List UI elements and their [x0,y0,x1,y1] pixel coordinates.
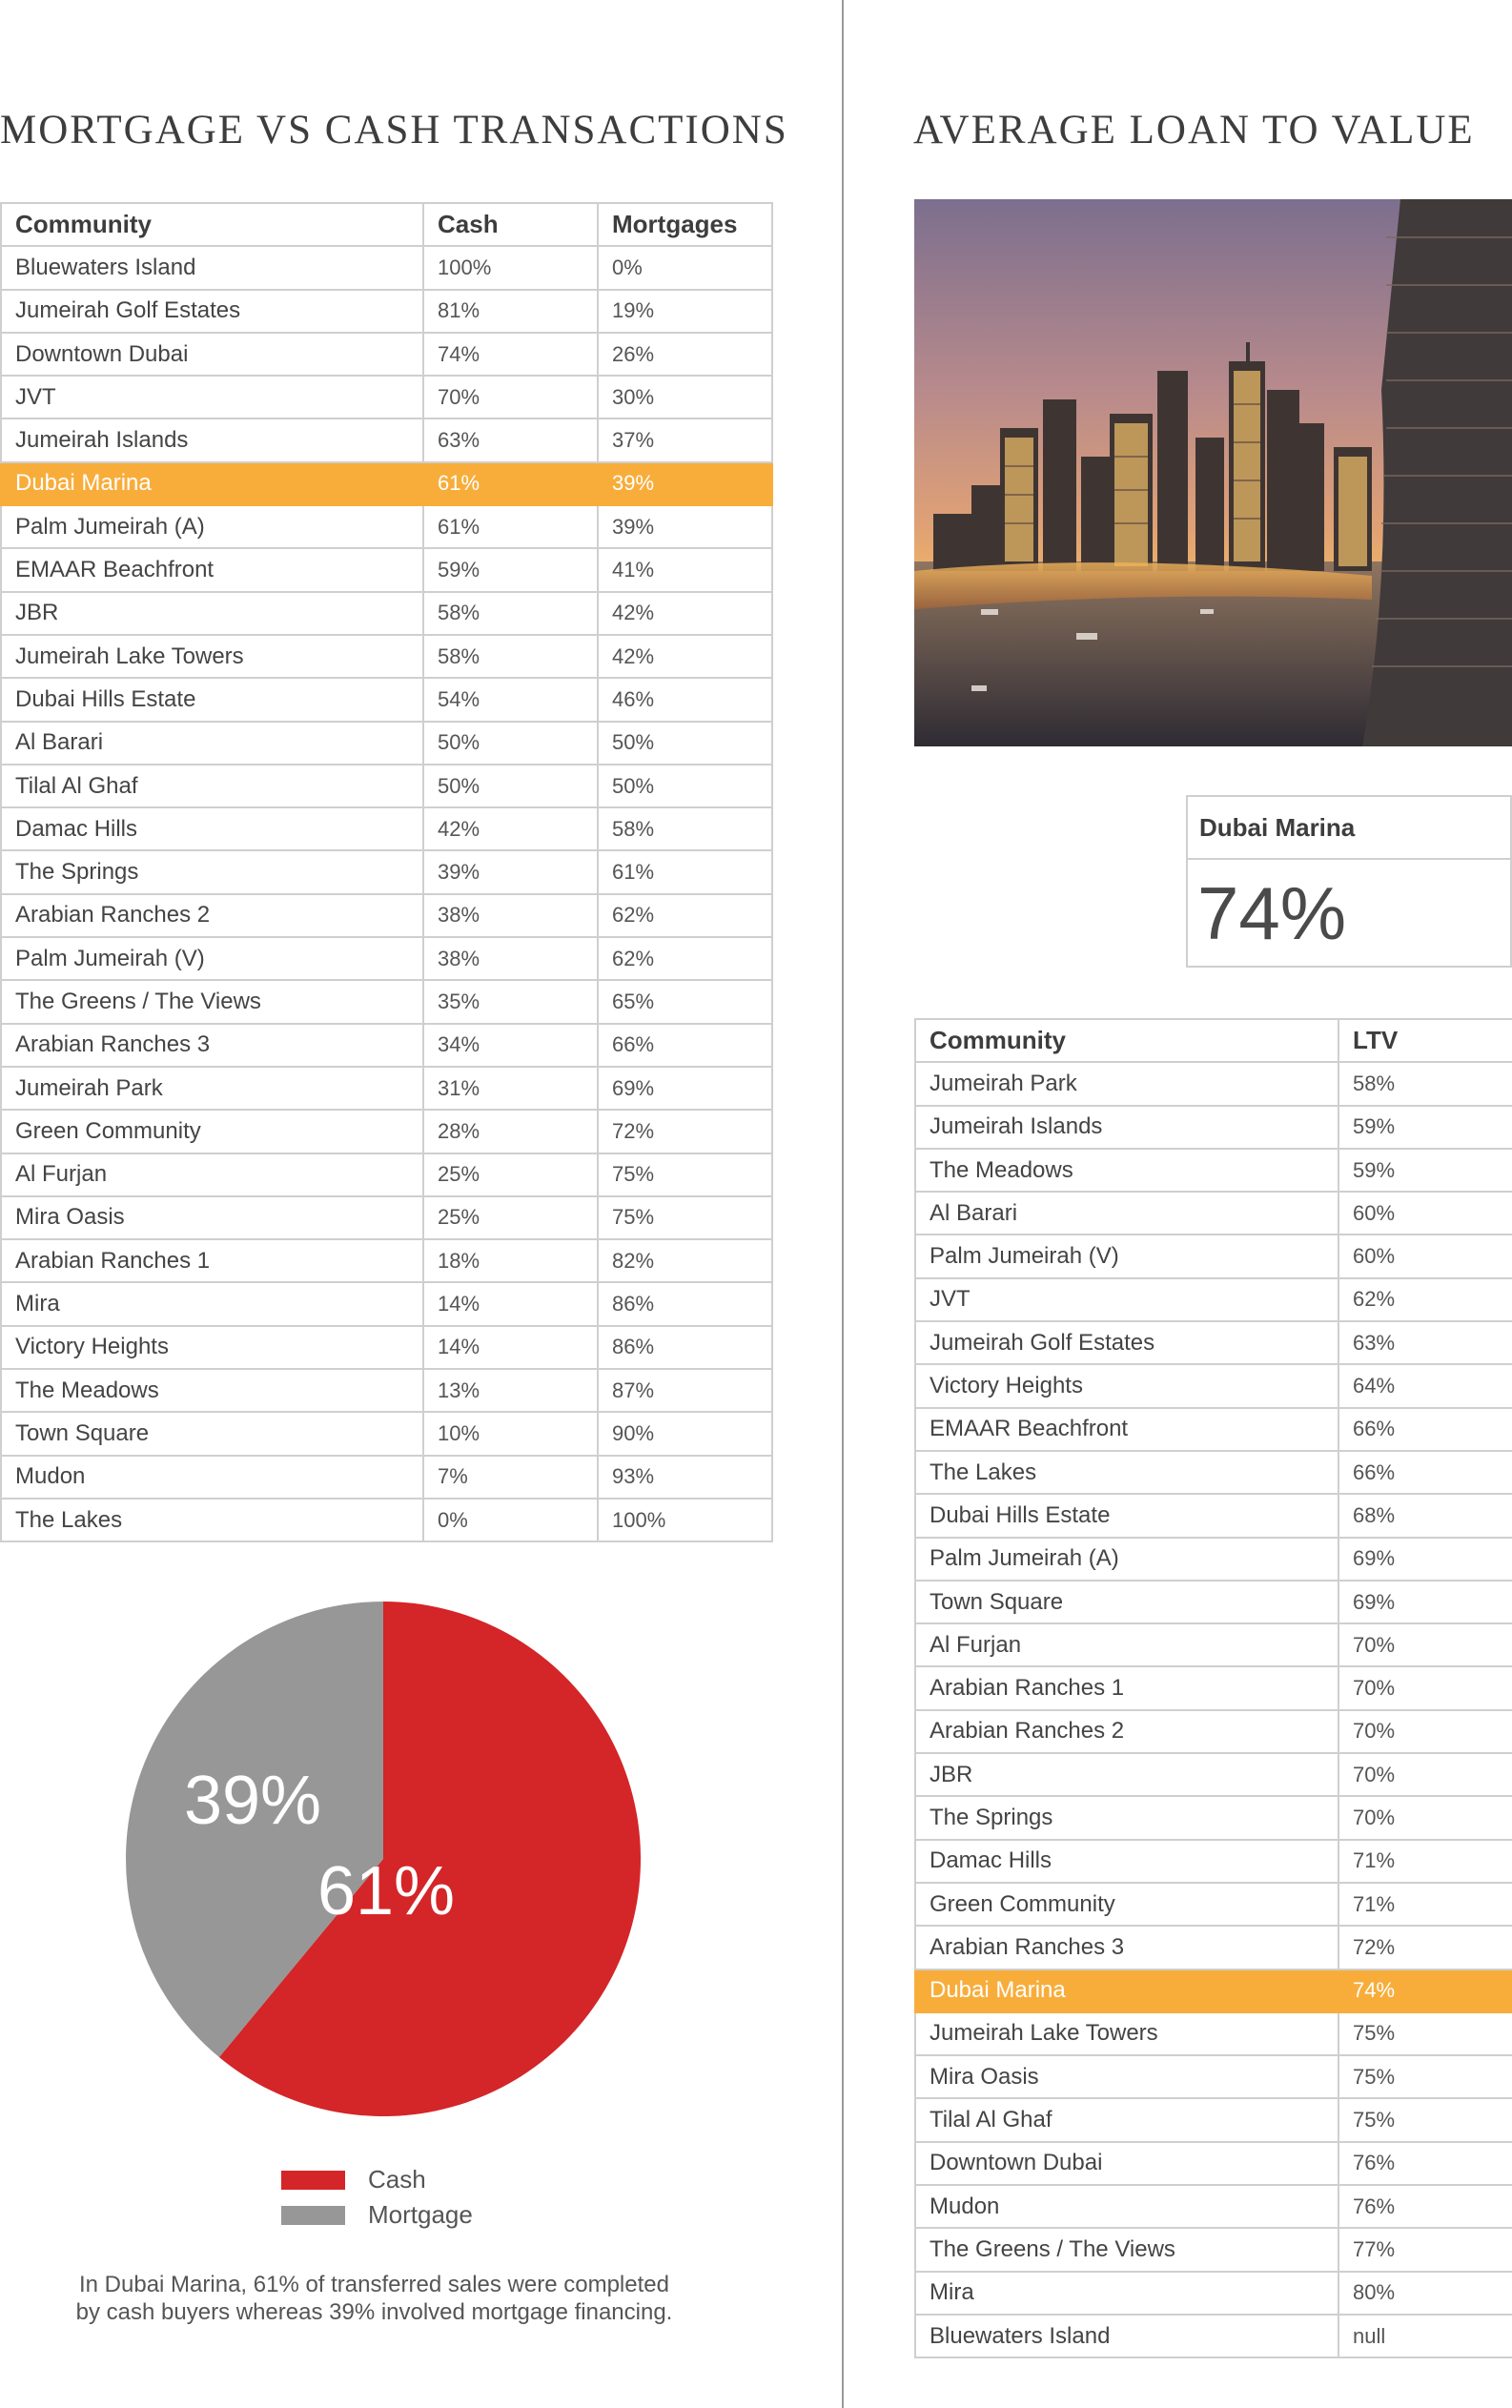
legend-label-cash: Cash [368,2165,426,2194]
table-row [1,894,772,937]
cell-cash: 18% [423,1239,598,1282]
table-row [1,807,772,850]
cell-community: Tilal Al Ghaf [1,765,423,807]
table-row [915,1796,1512,1839]
pie-legend [281,2162,473,2233]
cell-cash: 100% [423,246,598,289]
ltv-table [914,1018,1512,2358]
cell-community: Jumeirah Park [1,1067,423,1110]
cell-cash: 61% [423,505,598,548]
cell-community: Palm Jumeirah (A) [1,505,423,548]
cell-mortgages: 42% [598,592,772,635]
cell-ltv: 80% [1338,2272,1512,2315]
cell-community: Town Square [1,1412,423,1455]
cell-ltv: 59% [1338,1106,1512,1149]
table-row [915,1883,1512,1926]
header-ltv: LTV [1338,1019,1512,1062]
cell-community: Dubai Hills Estate [1,678,423,721]
cell-mortgages: 62% [598,894,772,937]
dubai-marina-ltv-box [1186,795,1512,968]
table-row [915,1666,1512,1709]
cell-ltv: 66% [1338,1408,1512,1451]
cell-community: Town Square [915,1581,1338,1623]
header-cash: Cash [423,203,598,246]
cell-community: Palm Jumeirah (V) [1,937,423,980]
table-row [1,592,772,635]
cell-ltv: 70% [1338,1666,1512,1709]
table-row [1,290,772,333]
cell-ltv: 74% [1338,1969,1512,2012]
legend-swatch-mortgage [281,2206,345,2225]
cell-ltv: 71% [1338,1840,1512,1883]
cell-cash: 35% [423,980,598,1023]
table-row [1,1282,772,1325]
cell-community: Dubai Marina [1,462,423,505]
table-row-highlighted [1,462,772,505]
cell-ltv: 75% [1338,2012,1512,2055]
cell-mortgages: 0% [598,246,772,289]
table-row [915,1538,1512,1581]
cell-mortgages: 50% [598,722,772,765]
cell-community: Downtown Dubai [915,2142,1338,2185]
cell-cash: 0% [423,1499,598,1541]
column-divider [842,0,844,2408]
cell-ltv: 58% [1338,1062,1512,1105]
cell-community: The Lakes [915,1451,1338,1494]
cell-cash: 81% [423,290,598,333]
table-row [1,850,772,893]
cell-community: Dubai Hills Estate [915,1494,1338,1537]
cell-ltv: 68% [1338,1494,1512,1537]
cell-cash: 14% [423,1282,598,1325]
legend-label-mortgage: Mortgage [368,2200,473,2229]
pie-label-cash: 61% [317,1853,456,1929]
table-row [1,937,772,980]
cell-cash: 28% [423,1110,598,1153]
cell-community: Bluewaters Island [915,2315,1338,2357]
cell-community: Green Community [915,1883,1338,1926]
table-row [915,1710,1512,1753]
cell-community: Mira Oasis [915,2055,1338,2098]
table-row [1,333,772,376]
cell-cash: 13% [423,1369,598,1412]
cell-community: Al Barari [1,722,423,765]
table-row [1,1326,772,1369]
table-row [1,1024,772,1067]
cell-community: The Springs [915,1796,1338,1839]
cell-community: Jumeirah Islands [1,418,423,461]
table-row [915,2012,1512,2055]
cell-cash: 74% [423,333,598,376]
cell-mortgages: 66% [598,1024,772,1067]
table-row [1,1196,772,1239]
table-row [915,2228,1512,2271]
legend-swatch-cash [281,2171,345,2190]
cell-mortgages: 30% [598,376,772,418]
table-row [1,418,772,461]
cell-ltv: 60% [1338,1192,1512,1235]
table-row [915,2272,1512,2315]
cell-community: Jumeirah Golf Estates [915,1321,1338,1364]
mortgage-cash-table [0,202,773,1542]
dubai-marina-skyline-photo [914,199,1512,746]
ltv-box-label: Dubai Marina [1188,797,1510,860]
header-mortgages: Mortgages [598,203,772,246]
cell-mortgages: 37% [598,418,772,461]
cell-ltv: 62% [1338,1278,1512,1321]
cell-community: Jumeirah Lake Towers [915,2012,1338,2055]
cell-mortgages: 61% [598,850,772,893]
table-row [1,765,772,807]
cell-ltv: 76% [1338,2142,1512,2185]
cell-community: Mira [915,2272,1338,2315]
cell-community: EMAAR Beachfront [1,548,423,591]
cell-community: Al Barari [915,1192,1338,1235]
table-header-row [1,203,772,246]
cell-mortgages: 75% [598,1196,772,1239]
cell-cash: 25% [423,1196,598,1239]
cell-community: Al Furjan [1,1153,423,1196]
cell-cash: 31% [423,1067,598,1110]
cell-cash: 50% [423,765,598,807]
cell-cash: 54% [423,678,598,721]
cell-community: The Meadows [915,1149,1338,1192]
cell-cash: 7% [423,1456,598,1499]
table-row [915,1926,1512,1969]
cell-cash: 63% [423,418,598,461]
cell-community: The Meadows [1,1369,423,1412]
cell-ltv: null [1338,2315,1512,2357]
cell-ltv: 66% [1338,1451,1512,1494]
table-row [915,1192,1512,1235]
cell-community: The Lakes [1,1499,423,1541]
cell-ltv: 77% [1338,2228,1512,2271]
cell-mortgages: 86% [598,1282,772,1325]
cell-community: Bluewaters Island [1,246,423,289]
cell-community: Jumeirah Lake Towers [1,635,423,678]
cell-mortgages: 100% [598,1499,772,1541]
cell-community: Damac Hills [1,807,423,850]
ltv-box-value: 74% [1197,871,1347,955]
cell-community: Al Furjan [915,1623,1338,1666]
table-row [1,505,772,548]
cell-ltv: 70% [1338,1753,1512,1796]
ltv-table-body [915,1062,1512,2357]
cell-community: The Springs [1,850,423,893]
cell-cash: 59% [423,548,598,591]
cell-ltv: 76% [1338,2185,1512,2228]
cell-cash: 58% [423,635,598,678]
cell-cash: 50% [423,722,598,765]
table-row [915,2142,1512,2185]
table-row [915,1494,1512,1537]
cell-ltv: 69% [1338,1538,1512,1581]
cell-ltv: 69% [1338,1581,1512,1623]
cell-cash: 58% [423,592,598,635]
cell-ltv: 75% [1338,2055,1512,2098]
table-row [1,246,772,289]
table-row [915,1364,1512,1407]
table-row [915,2055,1512,2098]
table-row [1,1456,772,1499]
cell-ltv: 63% [1338,1321,1512,1364]
table-row [1,548,772,591]
table-row [915,1753,1512,1796]
cell-community: Arabian Ranches 3 [915,1926,1338,1969]
cell-cash: 39% [423,850,598,893]
table-row [915,1062,1512,1105]
cell-community: EMAAR Beachfront [915,1408,1338,1451]
cell-mortgages: 75% [598,1153,772,1196]
cell-community: Mira Oasis [1,1196,423,1239]
average-ltv-title: AVERAGE LOAN TO VALUE [913,108,1475,153]
cell-community: Arabian Ranches 3 [1,1024,423,1067]
cell-cash: 42% [423,807,598,850]
cell-ltv: 70% [1338,1710,1512,1753]
cell-mortgages: 65% [598,980,772,1023]
table-row [915,1106,1512,1149]
pie-caption: In Dubai Marina, 61% of transferred sales were completed by cash buyers whereas 39% involved mortgage financing. [75,2272,673,2325]
cell-community: JVT [1,376,423,418]
cell-cash: 34% [423,1024,598,1067]
legend-item-mortgage [281,2197,473,2233]
cell-community: Jumeirah Islands [915,1106,1338,1149]
cell-mortgages: 50% [598,765,772,807]
cell-community: Mira [1,1282,423,1325]
cell-community: The Greens / The Views [1,980,423,1023]
cell-cash: 61% [423,462,598,505]
table-row [1,1110,772,1153]
table-row [915,2185,1512,2228]
cell-community: Palm Jumeirah (A) [915,1538,1338,1581]
cell-community: Arabian Ranches 2 [1,894,423,937]
table-row [1,980,772,1023]
cell-mortgages: 72% [598,1110,772,1153]
cell-cash: 70% [423,376,598,418]
cell-community: Arabian Ranches 1 [915,1666,1338,1709]
cell-ltv: 60% [1338,1235,1512,1277]
cell-community: Tilal Al Ghaf [915,2098,1338,2141]
table-row [1,635,772,678]
table-row [915,1408,1512,1451]
cell-community: Victory Heights [1,1326,423,1369]
cell-ltv: 64% [1338,1364,1512,1407]
table-row [915,1321,1512,1364]
cell-community: Damac Hills [915,1840,1338,1883]
cell-community: Jumeirah Park [915,1062,1338,1105]
table-row [1,1239,772,1282]
cell-cash: 38% [423,894,598,937]
cell-mortgages: 90% [598,1412,772,1455]
table-row [1,1153,772,1196]
cell-mortgages: 58% [598,807,772,850]
table-row [1,1412,772,1455]
cell-cash: 10% [423,1412,598,1455]
table-row [915,1581,1512,1623]
cell-mortgages: 82% [598,1239,772,1282]
table-row [915,2315,1512,2357]
cell-ltv: 72% [1338,1926,1512,1969]
cell-mortgages: 26% [598,333,772,376]
cell-community: Arabian Ranches 1 [1,1239,423,1282]
cell-community: Green Community [1,1110,423,1153]
mortgage-vs-cash-title: MORTGAGE VS CASH TRANSACTIONS [0,108,788,153]
table-row [915,1235,1512,1277]
table-row [1,1499,772,1541]
cell-mortgages: 86% [598,1326,772,1369]
table-row [915,1623,1512,1666]
table-row [915,2098,1512,2141]
header-community: Community [1,203,423,246]
cell-mortgages: 42% [598,635,772,678]
cell-community: Jumeirah Golf Estates [1,290,423,333]
table-row [915,1149,1512,1192]
cell-mortgages: 87% [598,1369,772,1412]
header-community: Community [915,1019,1338,1062]
cell-mortgages: 69% [598,1067,772,1110]
table-row [1,678,772,721]
cell-community: Downtown Dubai [1,333,423,376]
cell-mortgages: 62% [598,937,772,980]
pie-label-mortgage: 39% [183,1763,322,1839]
cell-mortgages: 41% [598,548,772,591]
cell-mortgages: 39% [598,505,772,548]
table-row [915,1451,1512,1494]
legend-item-cash [281,2162,473,2197]
cell-community: Victory Heights [915,1364,1338,1407]
table-row [915,1278,1512,1321]
cell-community: Arabian Ranches 2 [915,1710,1338,1753]
table-row-highlighted [915,1969,1512,2012]
cell-community: The Greens / The Views [915,2228,1338,2271]
cell-mortgages: 93% [598,1456,772,1499]
cell-community: Mudon [915,2185,1338,2228]
cash-mortgage-pie-chart [124,1600,643,2118]
cell-community: JBR [915,1753,1338,1796]
cell-ltv: 59% [1338,1149,1512,1192]
cell-ltv: 75% [1338,2098,1512,2141]
cell-ltv: 71% [1338,1883,1512,1926]
cell-cash: 38% [423,937,598,980]
mortgage-cash-table-body [1,246,772,1541]
cell-mortgages: 46% [598,678,772,721]
table-row [915,1840,1512,1883]
cell-ltv: 70% [1338,1796,1512,1839]
cell-community: JVT [915,1278,1338,1321]
cell-community: Mudon [1,1456,423,1499]
cell-cash: 25% [423,1153,598,1196]
cell-mortgages: 19% [598,290,772,333]
table-row [1,376,772,418]
table-row [1,1067,772,1110]
cell-cash: 14% [423,1326,598,1369]
cell-community: Dubai Marina [915,1969,1338,2012]
cell-community: JBR [1,592,423,635]
cell-ltv: 70% [1338,1623,1512,1666]
cell-community: Palm Jumeirah (V) [915,1235,1338,1277]
table-row [1,722,772,765]
table-header-row [915,1019,1512,1062]
table-row [1,1369,772,1412]
cell-mortgages: 39% [598,462,772,505]
